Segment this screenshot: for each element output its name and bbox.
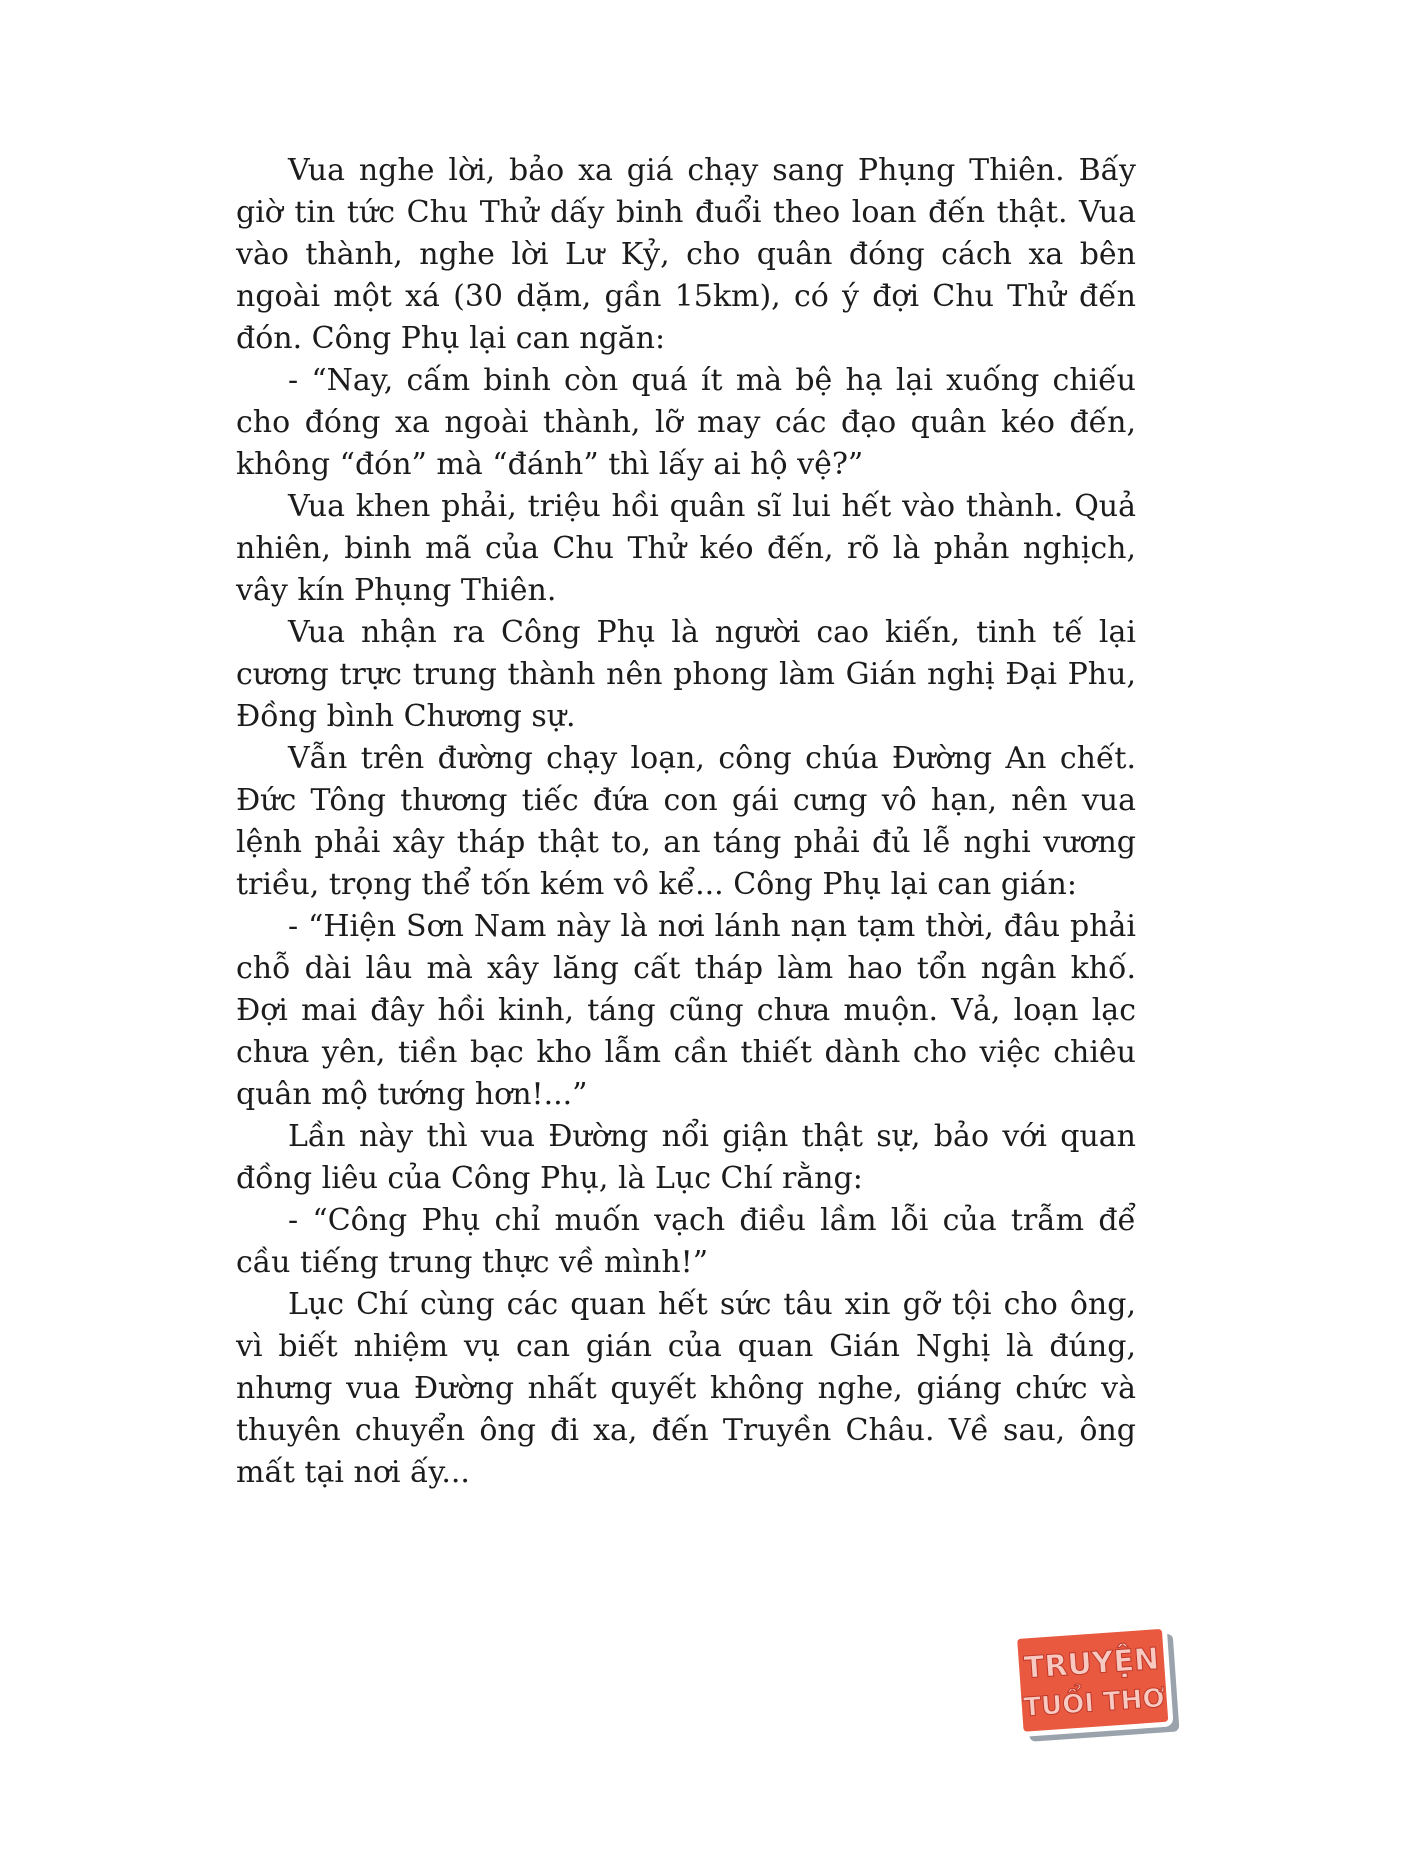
paragraph: Lần này thì vua Đường nổi giận thật sự, bảo với quan đồng liêu của Công Phụ, là Lục Chí rằng: — [236, 1119, 1136, 1196]
truyen-tuoi-tho-logo — [1008, 1619, 1186, 1749]
paragraph: - “Nay, cấm binh còn quá ít mà bệ hạ lại xuống chiếu cho đóng xa ngoài thành, lỡ may các đạo quân kéo đến, không “đón” mà “đánh” thì lấy ai hộ vệ?” — [236, 363, 1136, 482]
logo-line1: TRUYỆN — [1022, 1641, 1161, 1687]
paragraph: Vua nhận ra Công Phụ là người cao kiến, tinh tế lại cương trực trung thành nên phong làm Gián nghị Đại Phu, Đồng bình Chương sự. — [236, 615, 1136, 734]
paragraph: Vua khen phải, triệu hồi quân sĩ lui hết vào thành. Quả nhiên, binh mã của Chu Thử kéo đến, rõ là phản nghịch, vây kín Phụng Thiên. — [236, 489, 1136, 608]
logo-graphic — [1008, 1619, 1186, 1749]
paragraph: Lục Chí cùng các quan hết sức tâu xin gỡ tội cho ông, vì biết nhiệm vụ can gián của quan Gián Nghị là đúng, nhưng vua Đường nhất quyết không nghe, giáng chức và thuyên chuyển ông đi xa, đến Truyền Châu. Về sau, ông mất tại nơi ấy... — [236, 1287, 1136, 1490]
paragraph: Vẫn trên đường chạy loạn, công chúa Đường An chết. Đức Tông thương tiếc đứa con gái cưng vô hạn, nên vua lệnh phải xây tháp thật to, an táng phải đủ lễ nghi vương triều, trọng thể tốn kém vô kể... Công Phụ lại can gián: — [236, 741, 1136, 902]
paragraph: Vua nghe lời, bảo xa giá chạy sang Phụng Thiên. Bấy giờ tin tức Chu Thử dấy binh đuổi theo loan đến thật. Vua vào thành, nghe lời Lư Kỷ, cho quân đóng cách xa bên ngoài một xá (30 dặm, gần 15km), có ý đợi Chu Thử đến đón. Công Phụ lại can ngăn: — [236, 153, 1136, 356]
paragraph: - “Công Phụ chỉ muốn vạch điều lầm lỗi của trẫm để cầu tiếng trung thực về mình!” — [236, 1203, 1136, 1280]
body-text — [236, 150, 1136, 1494]
logo-line2: TUỔI THƠ — [1022, 1683, 1167, 1724]
paragraph: - “Hiện Sơn Nam này là nơi lánh nạn tạm thời, đâu phải chỗ dài lâu mà xây lăng cất tháp làm hao tổn ngân khố. Đợi mai đây hồi kinh, táng cũng chưa muộn. Vả, loạn lạc chưa yên, tiền bạc kho lẫm cần thiết dành cho việc chiêu quân mộ tướng hơn!...” — [236, 909, 1136, 1112]
